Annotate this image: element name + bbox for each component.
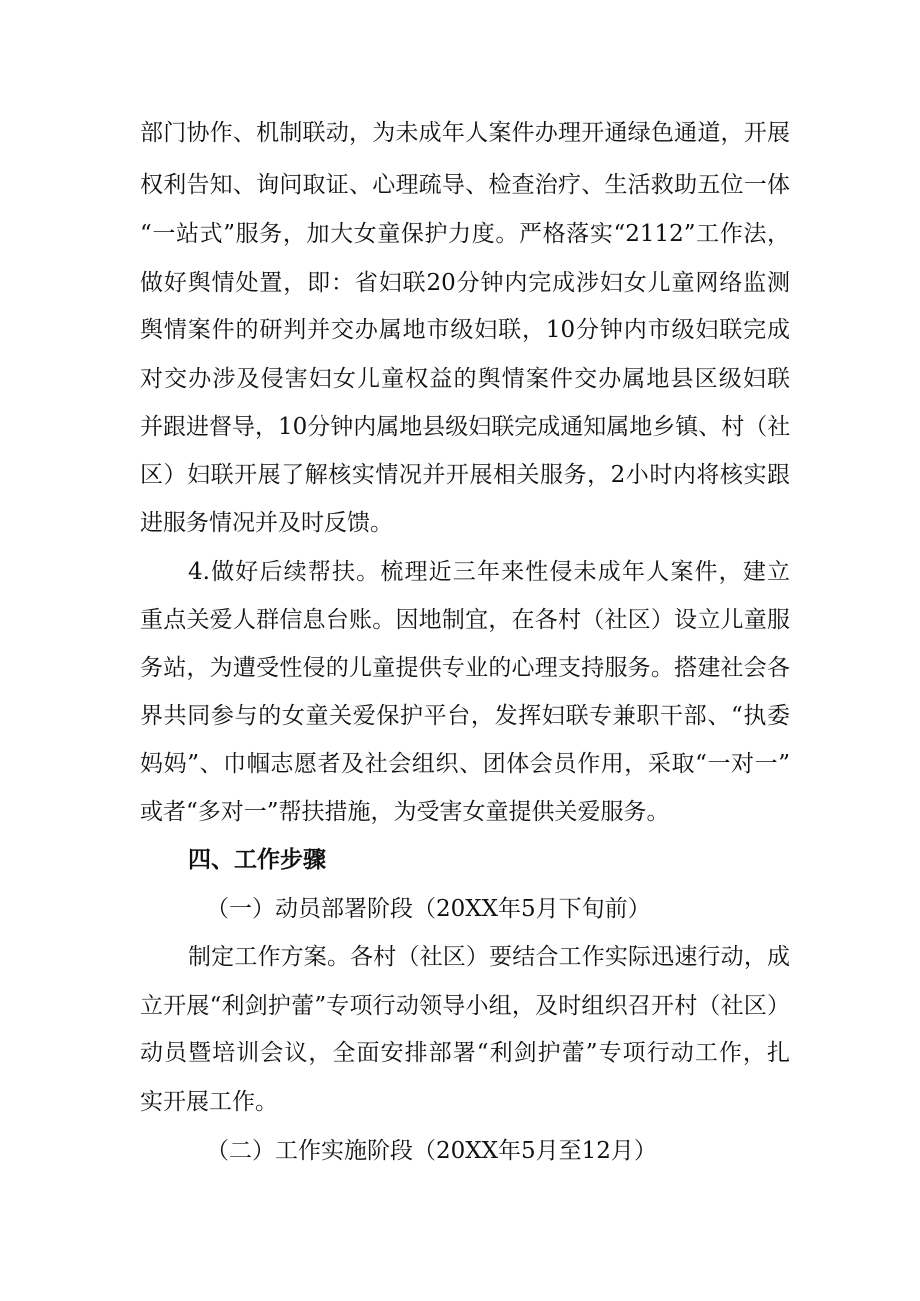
- paragraph-line: 界共同参与的女童关爱保护平台，发挥妇联专兼职干部、“执委: [140, 703, 790, 729]
- stage-1-title: （一）动员部署阶段（20XX年5月下旬前）: [206, 896, 651, 922]
- paragraph-line: 做好舆情处置，即：省妇联20分钟内完成涉妇女儿童网络监测: [140, 270, 790, 296]
- paragraph-line: 并跟进督导，10分钟内属地县级妇联完成通知属地乡镇、村（社: [140, 414, 791, 440]
- paragraph-line: 或者“多对一”帮扶措施，为受害女童提供关爱服务。: [140, 799, 670, 825]
- paragraph-line: 进服务情况并及时反馈。: [140, 510, 393, 536]
- paragraph-line: 动员暨培训会议，全面安排部署“利剑护蕾”专项行动工作，扎: [140, 1040, 790, 1066]
- paragraph-line: 妈妈”、巾帼志愿者及社会组织、团体会员作用，采取“一对一”: [140, 751, 790, 777]
- paragraph-line: 区）妇联开展了解核实情况并开展相关服务，2小时内将核实跟: [140, 462, 790, 488]
- paragraph-line: 权利告知、询问取证、心理疏导、检查治疗、生活救助五位一体: [140, 172, 790, 198]
- paragraph-line: 4.做好后续帮扶。梳理近三年来性侵未成年人案件，建立: [188, 559, 790, 585]
- stage-2-title: （二）工作实施阶段（20XX年5月至12月）: [206, 1138, 657, 1164]
- paragraph-line: 立开展“利剑护蕾”专项行动领导小组，及时组织召开村（社区）: [140, 993, 790, 1019]
- paragraph-line: 部门协作、机制联动，为未成年人案件办理开通绿色通道，开展: [140, 120, 790, 146]
- section-heading: 四、工作步骤: [188, 847, 326, 873]
- paragraph-line: 重点关爱人群信息台账。因地制宜，在各村（社区）设立儿童服: [140, 607, 790, 633]
- paragraph-line: “一站式”服务，加大女童保护力度。严格落实“2112”工作法，: [140, 221, 790, 247]
- paragraph-line: 舆情案件的研判并交办属地市级妇联，10分钟内市级妇联完成: [140, 317, 790, 343]
- paragraph-line: 对交办涉及侵害妇女儿童权益的舆情案件交办属地县区级妇联: [140, 366, 790, 392]
- paragraph-line: 务站，为遭受性侵的儿童提供专业的心理支持服务。搭建社会各: [140, 655, 790, 681]
- paragraph-line: 制定工作方案。各村（社区）要结合工作实际迅速行动，成: [188, 944, 790, 970]
- paragraph-line: 实开展工作。: [140, 1089, 278, 1115]
